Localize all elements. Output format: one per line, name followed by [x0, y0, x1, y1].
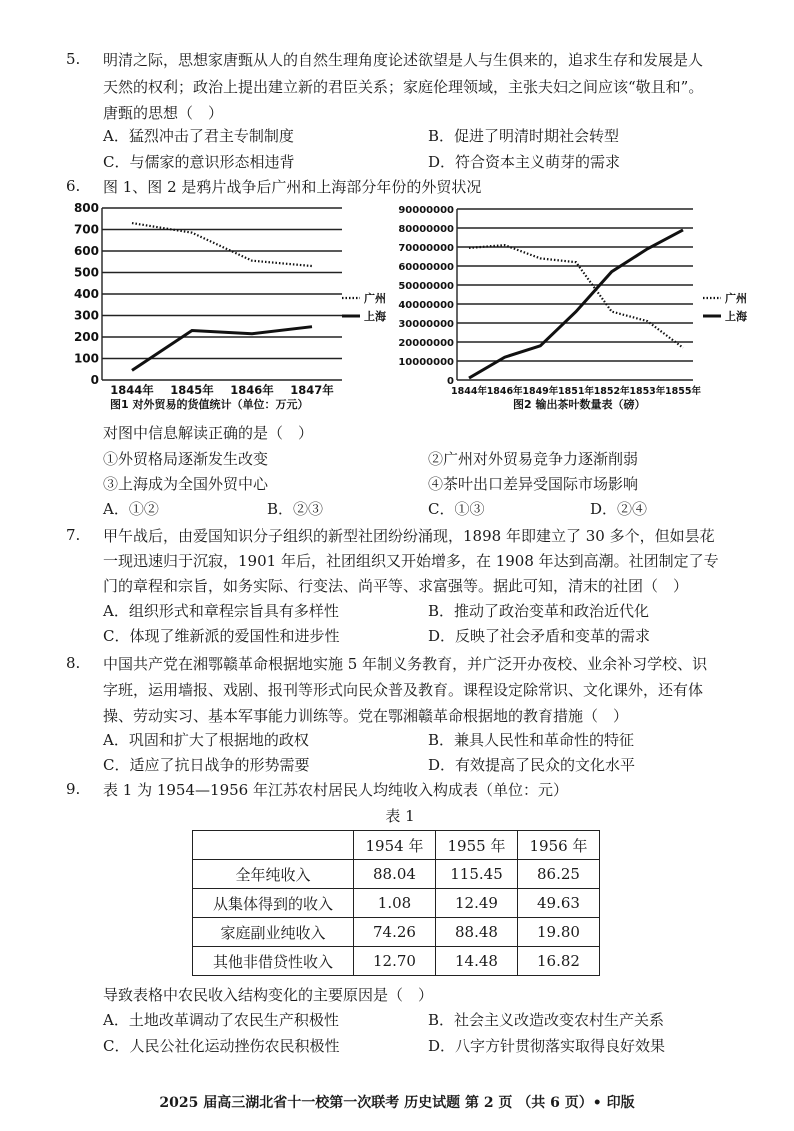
table-row: [193, 918, 600, 947]
question-stem: 图 1、图 2 是鸦片战争后广州和上海部分年份的外贸状况: [103, 178, 482, 196]
question-stem-line: 操、劳动实习、基本军事能力训练等。党在鄂湘赣革命根据地的教育措施（ ）: [103, 707, 629, 725]
table-row: [193, 889, 600, 918]
table-cell: 49.63: [518, 889, 600, 918]
table-row: [193, 860, 600, 889]
y-tick-label: 400: [73, 287, 99, 301]
option-d[interactable]: D．八字方针贯彻落实取得良好效果: [428, 1037, 666, 1055]
statement-2: ②广州对外贸易竞争力逐渐削弱: [428, 450, 639, 468]
page-footer: 2025 届高三湖北省十一校第一次联考 历史试题 第 2 页 （共 6 页）• 印版: [159, 1095, 635, 1111]
table-cell: 19.80: [518, 918, 600, 947]
chart-title: 图1 对外贸易的货值统计（单位：万元）: [110, 398, 309, 411]
statement-3: ③上海成为全国外贸中心: [103, 475, 269, 493]
question-number: 8.: [66, 654, 81, 672]
y-tick-label: 40000000: [398, 300, 454, 311]
table-cell: 16.82: [518, 947, 600, 976]
option-b[interactable]: B．推动了政治变革和政治近代化: [428, 602, 650, 620]
series-line-1: [132, 327, 312, 371]
question-stem: 表 1 为 1954—1956 年江苏农村居民人均纯收入构成表（单位：元）: [103, 781, 568, 799]
table-cell: 从集体得到的收入: [193, 889, 354, 918]
option-c[interactable]: C．体现了维新派的爱国性和进步性: [103, 627, 340, 645]
y-tick-label: 0: [447, 376, 454, 387]
x-tick-label: 1852年: [593, 386, 630, 397]
option-a[interactable]: A．巩固和扩大了根据地的政权: [103, 731, 309, 749]
table-header-row: [193, 831, 600, 860]
chart-figure-1: [73, 198, 386, 418]
table-cell: 1.08: [354, 889, 436, 918]
option-a[interactable]: A．土地改革调动了农民生产积极性: [103, 1011, 339, 1029]
y-tick-label: 30000000: [398, 319, 454, 330]
y-tick-label: 300: [73, 308, 99, 323]
y-tick-label: 600: [73, 244, 99, 258]
table-cell: 86.25: [518, 860, 600, 889]
y-tick-label: 0: [90, 373, 99, 387]
table-cell: 88.48: [436, 918, 518, 947]
x-tick-label: 1853年: [629, 386, 666, 397]
question-stem-line: 一现迅速归于沉寂，1901 年后，社团组织又开始增多，在 1908 年达到高潮。社团制定了专: [103, 552, 719, 570]
question-stem-line: 天然的权利；政治上提出建立新的君臣关系；家庭伦理领域，主张夫妇之间应该“敬且和”。: [103, 78, 704, 96]
option-c[interactable]: C．①③: [428, 500, 485, 518]
question-stem-line: 明清之际，思想家唐甄从人的自然生理角度论述欲望是人与生俱来的，追求生存和发展是人: [103, 51, 704, 69]
y-tick-label: 500: [73, 265, 99, 280]
x-tick-label: 1847年: [290, 383, 334, 397]
x-tick-label: 1851年: [558, 386, 594, 397]
chart-figure-2: [385, 198, 760, 418]
legend-label: 上海: [364, 310, 386, 323]
x-tick-label: 1849年: [522, 386, 559, 397]
table-header-cell: 1954 年: [354, 831, 436, 860]
table-header-cell: 1956 年: [518, 831, 600, 860]
option-a[interactable]: A．猛烈冲击了君主专制制度: [103, 127, 294, 145]
question-number: 6.: [66, 177, 81, 195]
table-cell: 12.49: [436, 889, 518, 918]
question-ask: 导致表格中农民收入结构变化的主要原因是（ ）: [103, 986, 434, 1004]
option-d[interactable]: D．有效提高了民众的文化水平: [428, 756, 636, 774]
question-stem-line: 唐甄的思想（ ）: [103, 104, 224, 122]
statement-1: ①外贸格局逐渐发生改变: [103, 450, 269, 468]
question-stem-line: 字班，运用墙报、戏剧、报刊等形式向民众普及教育。课程设定除常识、文化课外，还有体: [103, 681, 704, 699]
income-table: [192, 830, 600, 976]
table-cell: 12.70: [354, 947, 436, 976]
question-number: 7.: [66, 526, 81, 544]
y-tick-label: 100: [73, 351, 99, 366]
question-stem-line: 甲午战后，由爱国知识分子组织的新型社团纷纷涌现，1898 年即建立了 30 多个，但如昙花: [103, 527, 715, 545]
table-header-cell: [193, 831, 354, 860]
y-tick-label: 800: [73, 201, 99, 215]
option-c[interactable]: C．适应了抗日战争的形势需要: [103, 756, 310, 774]
x-tick-label: 1844年: [110, 383, 154, 397]
table-header-cell: 1955 年: [436, 831, 518, 860]
question-number: 5.: [66, 50, 81, 68]
question-stem-line: 门的章程和宗旨，如务实际、行变法、尚平等、求富强等。据此可知，清末的社团（ ）: [103, 577, 689, 595]
y-tick-label: 200: [73, 330, 99, 344]
option-c[interactable]: C．人民公社化运动挫伤农民积极性: [103, 1037, 340, 1055]
y-tick-label: 70000000: [398, 243, 454, 254]
legend-label: 广州: [725, 292, 747, 305]
series-line-0: [469, 245, 683, 348]
x-tick-label: 1845年: [170, 383, 214, 397]
question-number: 9.: [66, 780, 81, 798]
option-b[interactable]: B．促进了明清时期社会转型: [428, 127, 620, 145]
y-tick-label: 20000000: [398, 338, 454, 349]
table-title: 表 1: [385, 807, 415, 825]
option-b[interactable]: B．兼具人民性和革命性的特征: [428, 731, 635, 749]
option-b[interactable]: B．社会主义改造改变农村生产关系: [428, 1011, 665, 1029]
table-row: [193, 947, 600, 976]
option-a[interactable]: A．①②: [103, 500, 159, 518]
legend-label: 广州: [364, 292, 386, 305]
y-tick-label: 10000000: [398, 357, 454, 368]
x-tick-label: 1846年: [230, 383, 274, 397]
question-stem-line: 中国共产党在湘鄂赣革命根据地实施 5 年制义务教育，并广泛开办夜校、业余补习学校、识: [103, 655, 708, 673]
option-b[interactable]: B．②③: [267, 500, 324, 518]
y-tick-label: 60000000: [398, 262, 454, 273]
option-d[interactable]: D．反映了社会矛盾和变革的需求: [428, 627, 651, 645]
option-a[interactable]: A．组织形式和章程宗旨具有多样性: [103, 602, 339, 620]
option-d[interactable]: D．符合资本主义萌芽的需求: [428, 153, 621, 171]
table-cell: 14.48: [436, 947, 518, 976]
legend-label: 上海: [725, 310, 747, 323]
option-c[interactable]: C．与儒家的意识形态相违背: [103, 153, 295, 171]
x-tick-label: 1846年: [486, 386, 523, 397]
x-tick-label: 1844年: [451, 386, 487, 397]
y-tick-label: 50000000: [398, 281, 454, 292]
table-cell: 74.26: [354, 918, 436, 947]
y-tick-label: 700: [73, 222, 99, 237]
x-tick-label: 1855年: [665, 386, 701, 397]
table-cell: 家庭副业纯收入: [193, 918, 354, 947]
statement-4: ④茶叶出口差异受国际市场影响: [428, 475, 639, 493]
y-tick-label: 90000000: [398, 205, 454, 216]
table-cell: 88.04: [354, 860, 436, 889]
chart-title: 图2 输出茶叶数量表（磅）: [513, 398, 646, 411]
option-d[interactable]: D．②④: [590, 500, 648, 518]
question-ask: 对图中信息解读正确的是（ ）: [103, 424, 314, 442]
table-cell: 其他非借贷性收入: [193, 947, 354, 976]
y-tick-label: 80000000: [398, 224, 454, 235]
table-cell: 115.45: [436, 860, 518, 889]
table-cell: 全年纯收入: [193, 860, 354, 889]
